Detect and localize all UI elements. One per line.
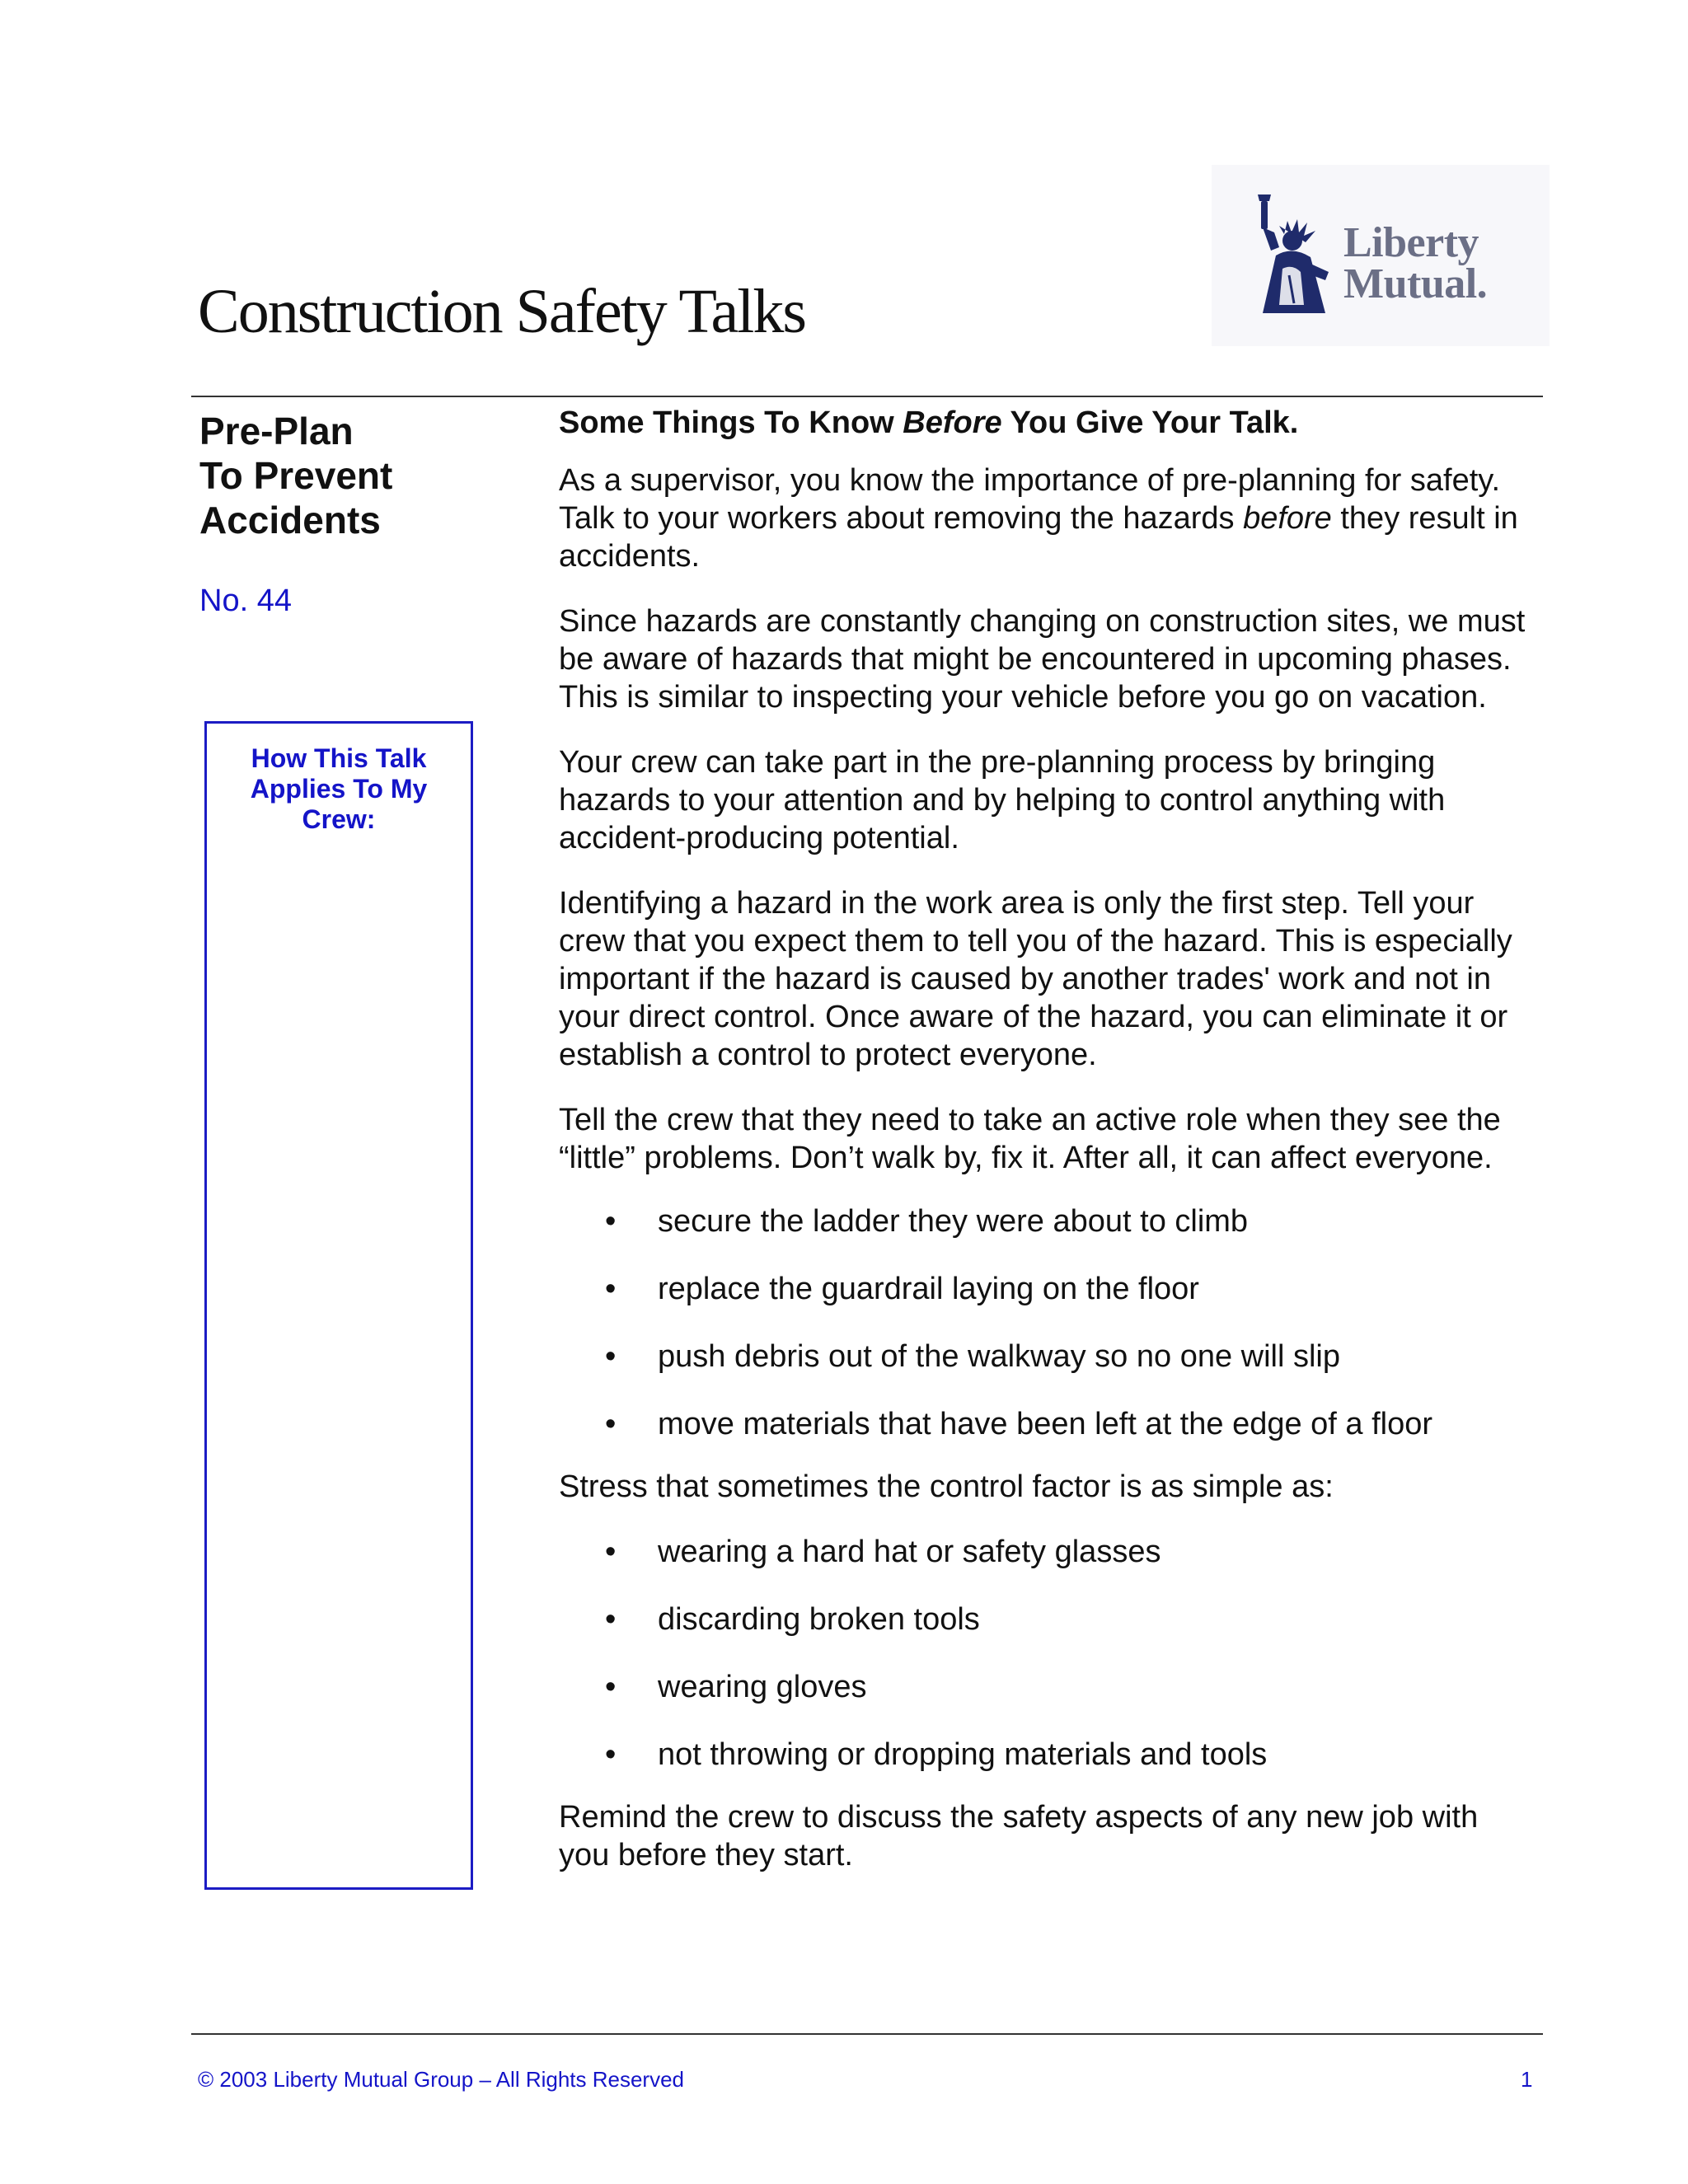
list-item — [559, 1202, 1531, 1240]
list-item-text: move materials that have been left at the edge of a floor — [658, 1407, 1433, 1441]
bullet-icon: • — [605, 1602, 617, 1637]
header-divider — [191, 396, 1543, 397]
crew-notes-label: How This Talk Applies To My Crew: — [250, 743, 428, 834]
list-item — [559, 1270, 1531, 1308]
paragraph-1 — [559, 462, 1531, 575]
list-item — [559, 1533, 1531, 1571]
section-heading — [559, 404, 1531, 442]
statue-of-liberty-icon — [1246, 190, 1337, 321]
logo-line-2: Mutual. — [1343, 260, 1488, 307]
page-title: Construction Safety Talks — [198, 277, 805, 346]
paragraph-5: Tell the crew that they need to take an active role when they see the “little” problems. Don’t walk by, fix it. After all, it can affect everyone. — [559, 1103, 1501, 1175]
paragraph-3: Your crew can take part in the pre-planning process by bringing hazards to your attention and by helping to control anything with accident-producing potential. — [559, 745, 1446, 855]
paragraph-1-pre: As a supervisor, you know the importance of pre-planning for safety. Talk to your workers about removing the hazards — [559, 463, 1501, 536]
list-item-text: secure the ladder they were about to climb — [658, 1204, 1249, 1239]
paragraph-1-post: they result in accidents. — [559, 501, 1518, 574]
control-factor-list — [559, 1533, 1531, 1774]
bullet-icon: • — [605, 1535, 617, 1569]
talk-title-line-3: Accidents — [199, 499, 381, 541]
little-problems-list — [559, 1202, 1531, 1443]
footer-divider — [191, 2033, 1543, 2035]
list-item — [559, 1736, 1531, 1774]
bullet-icon: • — [605, 1204, 617, 1239]
logo-line-1: Liberty — [1343, 219, 1479, 266]
paragraph-7: Remind the crew to discuss the safety aspects of any new job with you before they start. — [559, 1800, 1479, 1872]
page-number: 1 — [1521, 2067, 1533, 2092]
talk-title-line-2: To Prevent — [199, 454, 393, 497]
list-item-text: wearing a hard hat or safety glasses — [658, 1535, 1161, 1569]
paragraph-4: Identifying a hazard in the work area is only the first step. Tell your crew that you expect them to tell you of the hazard. This is especially important if the hazard is caused by another trades' work and not in your direct control. Once aware of the hazard, you can eliminate it or establish a control to protect everyone. — [559, 886, 1512, 1072]
list-item-text: discarding broken tools — [658, 1602, 980, 1637]
footer-copyright: © 2003 Liberty Mutual Group – All Rights Reserved — [198, 2067, 685, 2092]
list-item-text: push debris out of the walkway so no one will slip — [658, 1339, 1341, 1374]
list-item — [559, 1668, 1531, 1706]
crew-notes-box — [204, 721, 473, 1890]
list-item — [559, 1405, 1531, 1443]
section-heading-pre: Some Things To Know — [559, 405, 903, 440]
talk-title — [199, 409, 480, 542]
talk-title-line-1: Pre-Plan — [199, 410, 354, 452]
bullet-icon: • — [605, 1272, 617, 1306]
paragraph-2: Since hazards are constantly changing on construction sites, we must be aware of hazards that might be encountered in upcoming phases. This is similar to inspecting your vehicle before you go on vacation. — [559, 604, 1526, 715]
paragraph-6: Stress that sometimes the control factor is as simple as: — [559, 1469, 1334, 1504]
list-item-text: not throwing or dropping materials and tools — [658, 1737, 1268, 1772]
list-item — [559, 1338, 1531, 1376]
logo-wordmark — [1343, 219, 1488, 307]
bullet-icon: • — [605, 1407, 617, 1441]
bullet-icon: • — [605, 1339, 617, 1374]
list-item-text: replace the guardrail laying on the floor — [658, 1272, 1199, 1306]
talk-body — [559, 404, 1531, 1901]
bullet-icon: • — [605, 1737, 617, 1772]
paragraph-1-emphasis: before — [1243, 501, 1332, 536]
bullet-icon: • — [605, 1670, 617, 1704]
list-item — [559, 1601, 1531, 1638]
list-item-text: wearing gloves — [658, 1670, 867, 1704]
liberty-mutual-logo — [1212, 165, 1550, 346]
talk-number: No. 44 — [199, 583, 292, 618]
section-heading-emphasis: Before — [903, 405, 1002, 440]
section-heading-post: You Give Your Talk. — [1001, 405, 1299, 440]
